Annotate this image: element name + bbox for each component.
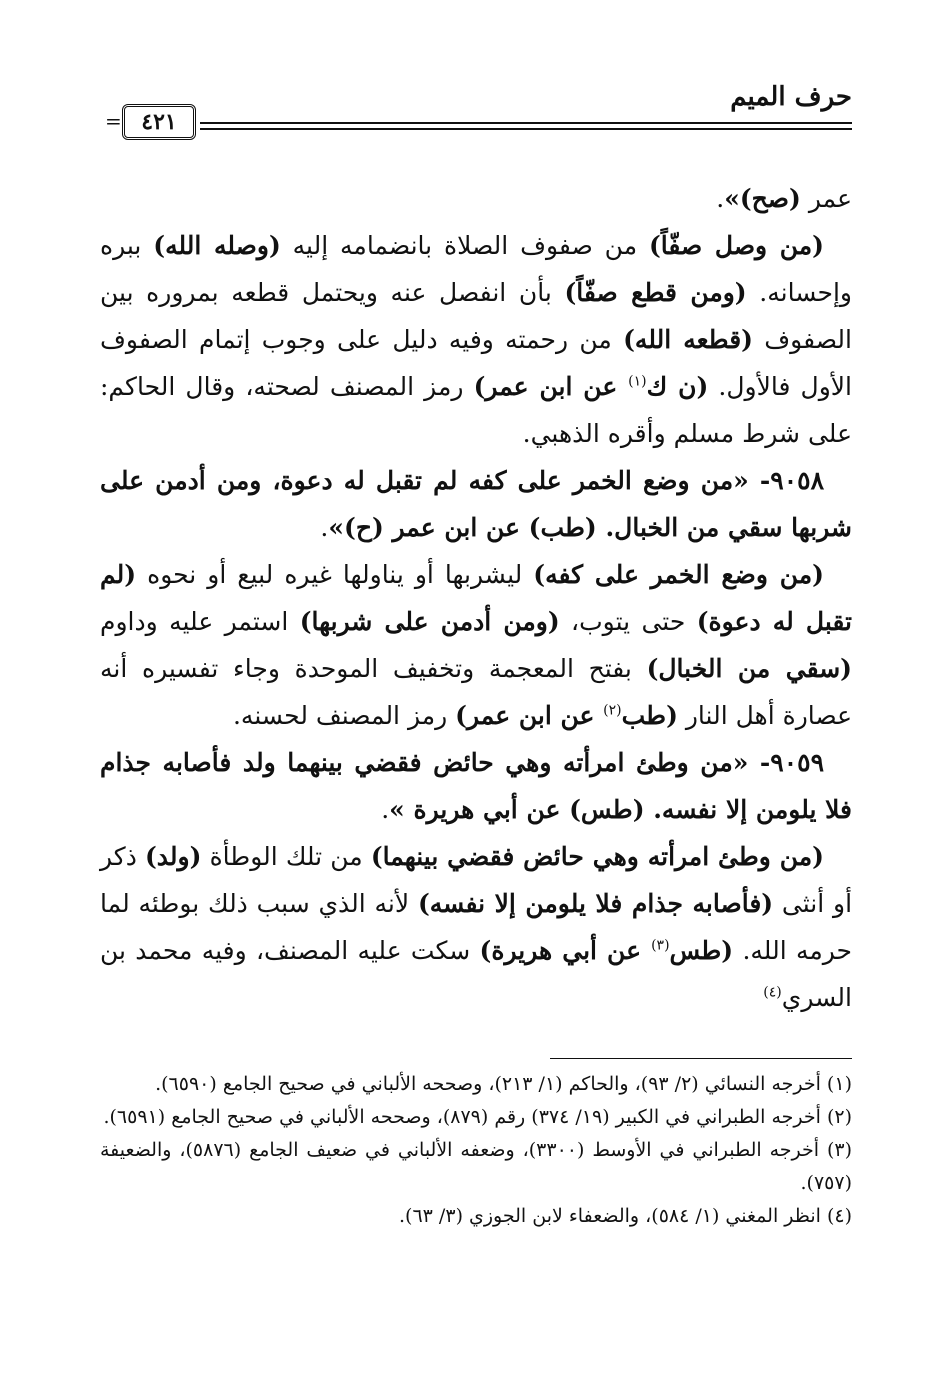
hadith-entry — [100, 739, 852, 833]
text-run: استمر عليه وداوم — [100, 607, 300, 636]
footnote-ref[interactable]: (١) — [628, 373, 647, 390]
text-run: ببره وإحسانه. — [100, 231, 852, 307]
text-run: (من وصل صفّاً) — [648, 231, 825, 260]
text-run: عن ابن عمر) — [473, 372, 629, 401]
text-run: عمر — [800, 184, 852, 213]
text-run: . — [381, 795, 390, 824]
text-run: بفتح المعجمة وتخفيف الموحدة وجاء تفسيره أنه عصارة أهل النار — [100, 654, 852, 730]
hadith-entry — [100, 457, 852, 551]
text-run: من صفوف الصلاة بانضمامه إليه — [280, 231, 649, 260]
text-run: من تلك الوطأة — [201, 842, 371, 871]
header-ornament: = — [105, 109, 122, 133]
text-run: عن أبي هريرة) — [479, 936, 652, 965]
footnote: (٤) انظر المغني (١/ ٥٨٤)، والضعفاء لابن الجوزي (٣/ ٦٣). — [399, 1205, 852, 1227]
text-run: (طب — [621, 701, 678, 730]
paragraph — [100, 175, 852, 222]
footnotes — [100, 1068, 852, 1233]
footnote-separator — [550, 1058, 852, 1059]
text-run: عن ابن عمر) — [455, 701, 604, 730]
text-run: حتى يتوب، — [559, 607, 697, 636]
text-run: من رحمته وفيه دليل على وجوب إتمام الصفوف الأول فالأول. — [100, 325, 852, 401]
text-run: ذكر أو أنثى — [100, 842, 853, 918]
text-run: (لم تقبل له دعوة) — [100, 560, 852, 636]
text-run: رمز المصنف لصحته، وقال الحاكم: على شرط مسلم وأقره الذهبي. — [100, 372, 852, 448]
footnote: (١) أخرجه النسائي (٢/ ٩٣)، والحاكم (١/ ٢١٣)، وصححه الألباني في صحيح الجامع (٦٥٩٠). — [155, 1073, 852, 1095]
text-run: رمز المصنف لحسنه. — [232, 701, 456, 730]
text-run: سكت عليه المصنف، وفيه محمد بن السري — [100, 936, 852, 1012]
footnote-ref[interactable]: (٤) — [763, 984, 782, 1001]
paragraph — [100, 222, 852, 457]
text-run: لأنه الذي سبب ذلك بوطئه لما حرمه الله. — [100, 889, 852, 965]
header-rule — [200, 122, 852, 124]
text-run: (صح)» — [724, 184, 801, 213]
text-run: . — [320, 513, 329, 542]
text-run: (قطعه الله) — [623, 325, 753, 354]
text-run: ليشربها أو يناولها غيره لبيع أو نحوه — [136, 560, 534, 589]
text-run: (طس — [669, 936, 734, 965]
commentary-text — [100, 175, 852, 1021]
text-run: (وصله الله) — [153, 231, 281, 260]
hadith-text: ٩٠٥٩- «من وطئ امرأته وهي حائض فقضي بينهما ولد فأصابه جذام فلا يلومن إلا نفسه. (طس) عن أبي هريرة » — [100, 748, 852, 824]
text-run: (سقي من الخبال) — [646, 654, 852, 683]
page-number: ٤٢١ — [122, 104, 196, 140]
text-run: (ولد) — [144, 842, 202, 871]
text-run: (ومن أدمن على شربها) — [299, 607, 560, 636]
footnote-ref[interactable]: (٣) — [651, 937, 670, 954]
header-rule — [200, 128, 852, 130]
text-run: . — [716, 184, 725, 213]
text-run: (من وضع الخمر على كفه) — [533, 560, 825, 589]
text-run: (فأصابه جذام فلا يلومن إلا نفسه) — [417, 889, 774, 918]
chapter-title: حرف الميم — [730, 82, 852, 112]
text-run: (من وطئ امرأته وهي حائض فقضي بينهما) — [370, 842, 824, 871]
paragraph — [100, 833, 852, 1021]
text-run: (ومن قطع صفّاً) — [564, 278, 747, 307]
hadith-text: ٩٠٥٨- «من وضع الخمر على كفه لم تقبل له دعوة، ومن أدمن على شربها سقي من الخبال. (طب) عن ابن عمر (ح)» — [100, 466, 852, 542]
text-run: (ن ك — [646, 372, 709, 401]
text-run: بأن انفصل عنه ويحتمل قطعه بمروره بين الصفوف — [100, 278, 852, 354]
footnote: (٣) أخرجه الطبراني في الأوسط (٣٣٠٠)، وضعفه الألباني في ضعيف الجامع (٥٨٧٦)، والضعيفة (٧٥٧). — [100, 1139, 852, 1194]
page-header — [100, 82, 852, 152]
footnote: (٢) أخرجه الطبراني في الكبير (١٩/ ٣٧٤) رقم (٨٧٩)، وصححه الألباني في صحيح الجامع (٦٥٩١). — [103, 1106, 852, 1128]
paragraph — [100, 551, 852, 739]
footnote-ref[interactable]: (٢) — [603, 702, 622, 719]
